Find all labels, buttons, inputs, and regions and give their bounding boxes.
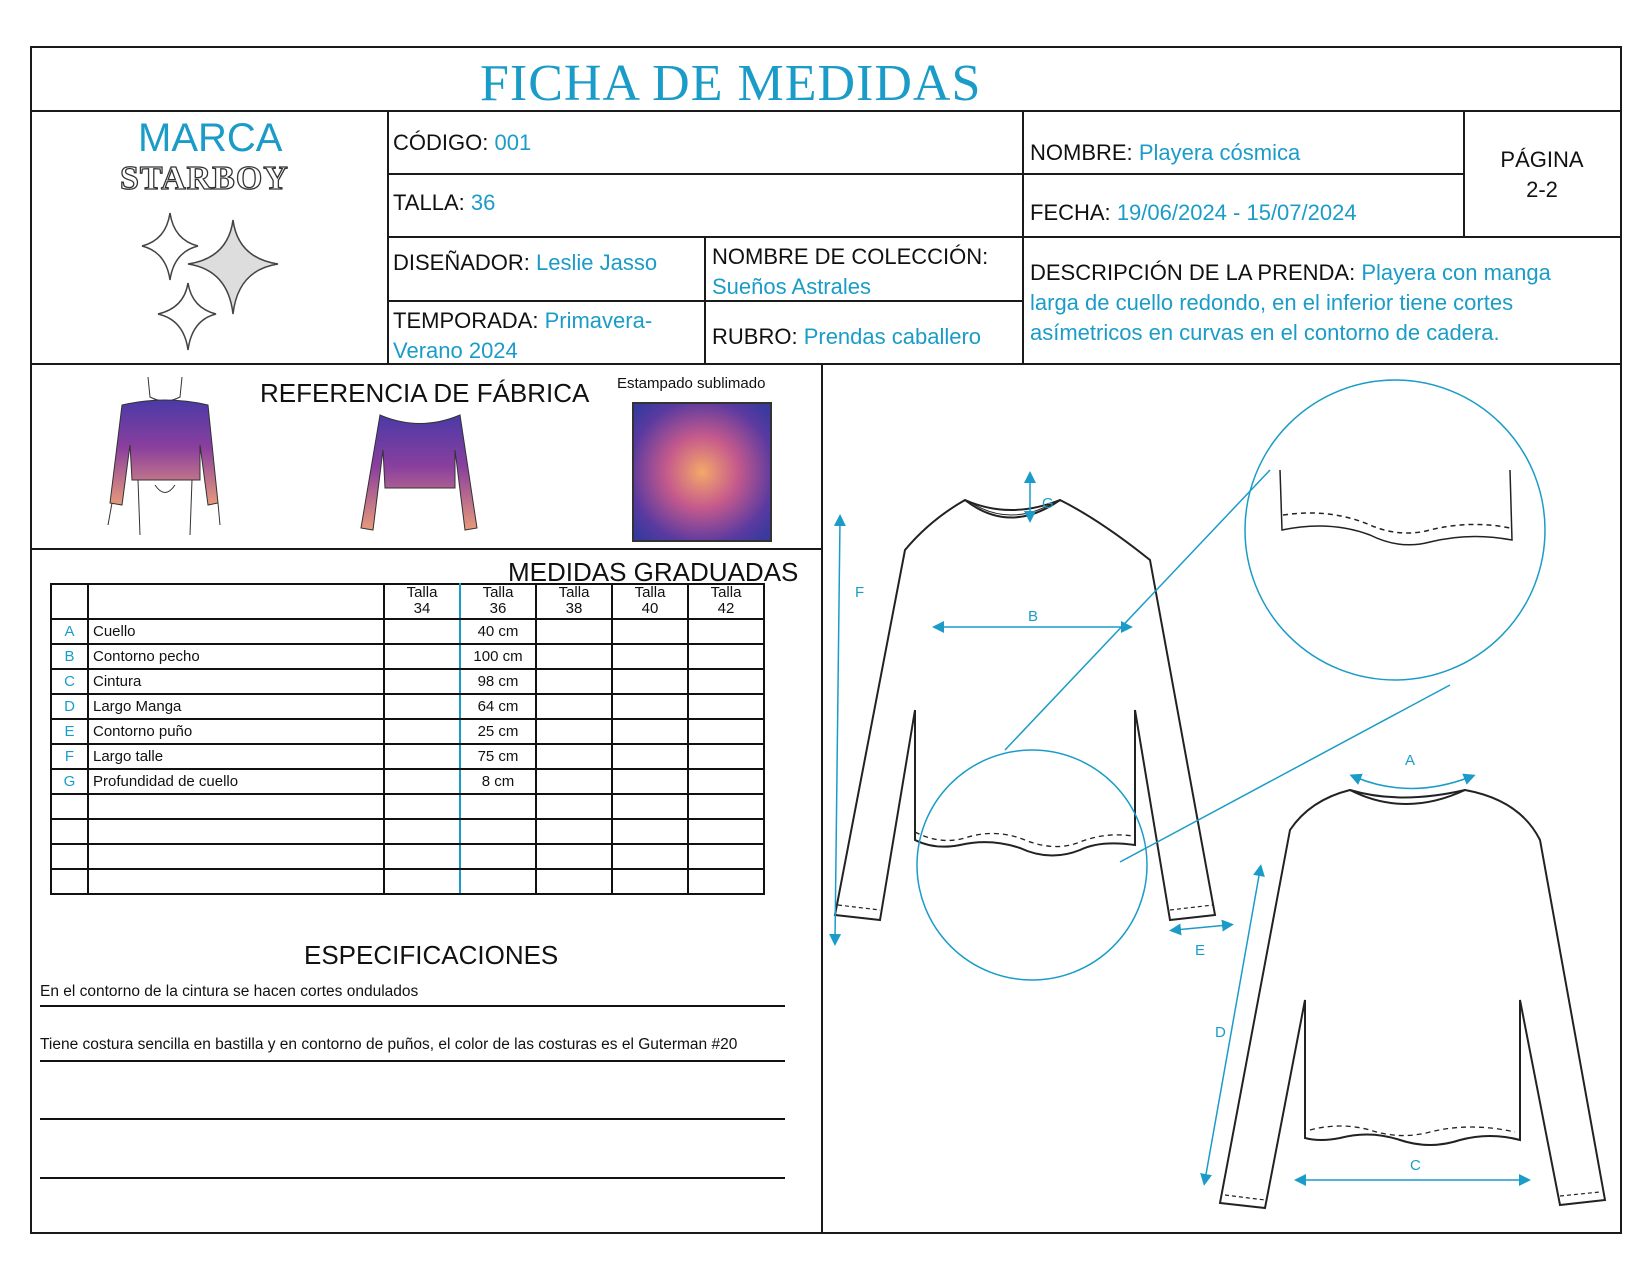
pagina-label: PÁGINA [1500, 147, 1584, 172]
row-name: Contorno puño [88, 719, 384, 744]
fecha-label: FECHA: [1030, 200, 1111, 225]
divider-talla [388, 236, 1621, 238]
row-letter: F [51, 744, 88, 769]
rubro-label: RUBRO: [712, 324, 798, 349]
spec-rule-3 [40, 1118, 785, 1120]
cell-38 [536, 669, 612, 694]
descripcion-line3: asímetricos en curvas en el contorno de cadera. [1030, 320, 1500, 345]
size-header-36: Talla 36 [460, 584, 536, 619]
cell-42 [688, 769, 764, 794]
label-e: E [1195, 942, 1206, 959]
graded-title: MEDIDAS GRADUADAS [508, 557, 799, 587]
table-row-empty [51, 869, 764, 894]
table-row-empty [51, 844, 764, 869]
nombre-value: Playera cósmica [1138, 140, 1301, 165]
label-g: G [1042, 495, 1054, 512]
frame-left [30, 46, 32, 1234]
cell-42 [688, 669, 764, 694]
cell-34 [384, 744, 460, 769]
table-row [51, 669, 764, 694]
label-f: F [855, 584, 865, 601]
codigo-label: CÓDIGO: [393, 130, 489, 155]
table-row [51, 769, 764, 794]
cell-36: 75 cm [460, 744, 536, 769]
cell-34 [384, 769, 460, 794]
cell-42 [688, 619, 764, 644]
detail-circles [917, 380, 1545, 980]
divider-codigo [388, 173, 1023, 175]
nombre-field [1030, 140, 1300, 166]
graded-table [50, 583, 765, 895]
cell-40 [612, 694, 688, 719]
nombre-label: NOMBRE: [1030, 140, 1133, 165]
row-letter: E [51, 719, 88, 744]
reference-title: REFERENCIA DE FÁBRICA [260, 378, 590, 408]
divider-reference [30, 548, 822, 550]
cell-36: 25 cm [460, 719, 536, 744]
print-swatch-image [632, 402, 772, 542]
cell-40 [612, 644, 688, 669]
temporada-field [393, 306, 652, 366]
cell-36: 64 cm [460, 694, 536, 719]
rubro-field [712, 324, 981, 350]
cell-38 [536, 769, 612, 794]
cell-34 [384, 669, 460, 694]
codigo-value: 001 [494, 130, 532, 155]
frame-bottom [30, 1232, 1622, 1234]
pagina-value: 2-2 [1526, 177, 1558, 202]
cell-38 [536, 744, 612, 769]
spec-line-1: En el contorno de la cintura se hacen cortes ondulados [40, 983, 419, 1000]
cell-38 [536, 719, 612, 744]
cell-34 [384, 694, 460, 719]
row-letter: B [51, 644, 88, 669]
table-row [51, 644, 764, 669]
size-header-38: Talla 38 [536, 584, 612, 619]
frame-right [1620, 46, 1622, 1234]
garment-front-image [355, 410, 485, 540]
model-front-image [100, 375, 230, 540]
cell-40 [612, 619, 688, 644]
descripcion-field [1030, 258, 1551, 348]
table-row [51, 719, 764, 744]
table-row [51, 744, 764, 769]
row-letter: G [51, 769, 88, 794]
detail-hem [1280, 470, 1512, 545]
row-name: Cintura [88, 669, 384, 694]
size-header-42: Talla 42 [688, 584, 764, 619]
cell-42 [688, 694, 764, 719]
temporada-label: TEMPORADA: [393, 308, 539, 333]
cell-36: 8 cm [460, 769, 536, 794]
table-row-empty [51, 794, 764, 819]
talla-label: TALLA: [393, 190, 465, 215]
spec-rule-4 [40, 1177, 785, 1179]
temporada-value-2: Verano 2024 [393, 338, 518, 363]
table-row-empty [51, 819, 764, 844]
size-header-40: Talla 40 [612, 584, 688, 619]
row-letter: C [51, 669, 88, 694]
row-letter: D [51, 694, 88, 719]
fecha-value: 19/06/2024 - 15/07/2024 [1116, 200, 1357, 225]
sparkle-stars-icon [138, 208, 288, 358]
cell-36: 40 cm [460, 619, 536, 644]
shirt-front-drawing [835, 500, 1215, 920]
cell-42 [688, 744, 764, 769]
brand-label: MARCA [138, 116, 283, 160]
pagina-field [1464, 145, 1620, 205]
cell-42 [688, 719, 764, 744]
disenador-field [393, 250, 657, 276]
disenador-label: DISEÑADOR: [393, 250, 530, 275]
rubro-value: Prendas caballero [803, 324, 982, 349]
row-name: Largo talle [88, 744, 384, 769]
shirt-back-drawing [1220, 790, 1605, 1208]
table-header-cell [51, 584, 88, 619]
cell-40 [612, 669, 688, 694]
spec-rule-2 [40, 1060, 785, 1062]
row-name: Profundidad de cuello [88, 769, 384, 794]
cell-36: 100 cm [460, 644, 536, 669]
size-header-34: Talla 34 [384, 584, 460, 619]
label-b: B [1028, 608, 1039, 625]
coleccion-field [712, 242, 988, 302]
talla-value: 36 [470, 190, 496, 215]
label-a: A [1405, 752, 1416, 769]
cell-40 [612, 719, 688, 744]
print-label: Estampado sublimado [617, 375, 766, 392]
specs-title: ESPECIFICACIONES [304, 940, 559, 970]
spec-line-2: Tiene costura sencilla en bastilla y en contorno de puños, el color de las costuras es el Guterman #20 [40, 1036, 738, 1053]
codigo-field [393, 130, 531, 156]
frame-top [30, 46, 1622, 48]
cell-34 [384, 619, 460, 644]
fecha-field [1030, 200, 1357, 226]
descripcion-line1: Playera con manga [1361, 260, 1551, 285]
brand-name: STARBOY [120, 160, 289, 197]
spec-rule-1 [40, 1005, 785, 1007]
row-letter: A [51, 619, 88, 644]
cell-38 [536, 694, 612, 719]
cell-40 [612, 769, 688, 794]
table-row [51, 619, 764, 644]
cell-36: 98 cm [460, 669, 536, 694]
cell-34 [384, 719, 460, 744]
talla-field [393, 190, 495, 216]
row-name: Largo Manga [88, 694, 384, 719]
page-title: FICHA DE MEDIDAS [480, 55, 982, 112]
technical-drawing [823, 365, 1620, 1232]
cell-38 [536, 644, 612, 669]
table-header-cell [88, 584, 384, 619]
cell-34 [384, 644, 460, 669]
coleccion-label: NOMBRE DE COLECCIÓN: [712, 244, 989, 269]
row-name: Contorno pecho [88, 644, 384, 669]
divider-nombre [1023, 173, 1464, 175]
descripcion-line2: larga de cuello redondo, en el inferior tiene cortes [1030, 290, 1514, 315]
label-d: D [1215, 1024, 1226, 1041]
row-name: Cuello [88, 619, 384, 644]
table-row [51, 694, 764, 719]
label-c: C [1410, 1157, 1421, 1174]
temporada-value-1: Primavera- [544, 308, 653, 333]
coleccion-value: Sueños Astrales [712, 274, 871, 299]
cell-42 [688, 644, 764, 669]
cell-40 [612, 744, 688, 769]
descripcion-label: DESCRIPCIÓN DE LA PRENDA: [1030, 260, 1356, 285]
table-header-row [51, 584, 764, 619]
cell-38 [536, 619, 612, 644]
disenador-value: Leslie Jasso [536, 250, 658, 275]
